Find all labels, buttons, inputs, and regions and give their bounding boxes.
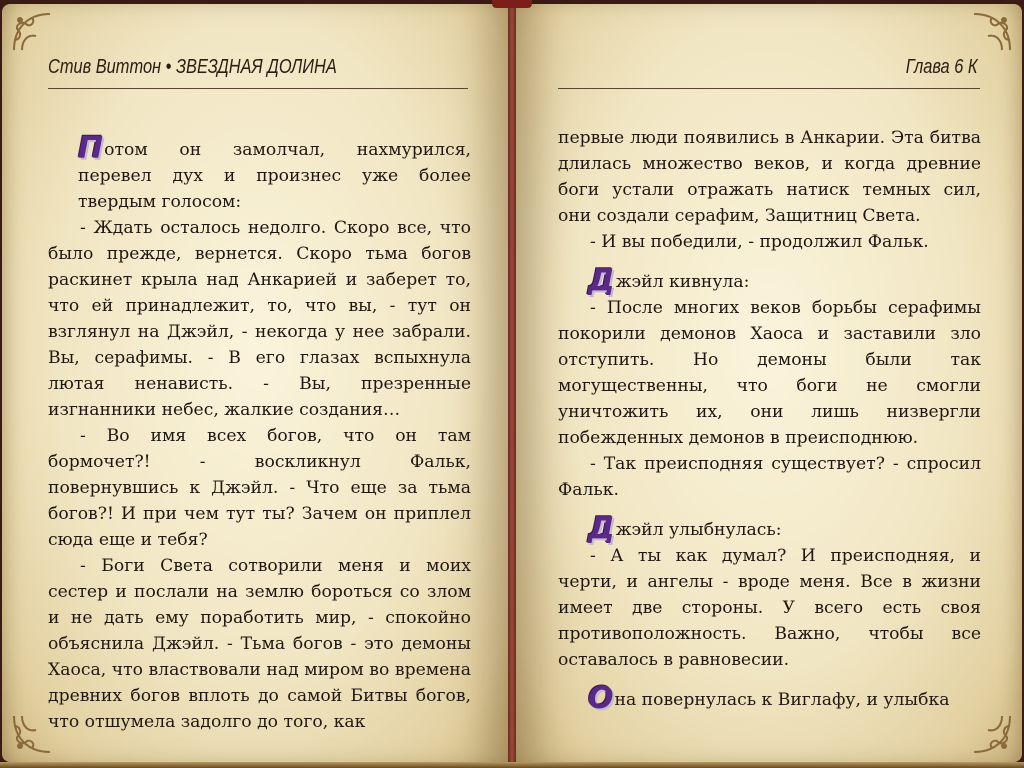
paragraph [48, 215, 471, 423]
paragraph [558, 451, 981, 503]
ornament-corner-icon [968, 710, 1014, 756]
paragraph [48, 553, 471, 735]
right-page[interactable] [514, 4, 1022, 762]
right-page-text [558, 125, 981, 716]
paragraph [48, 131, 471, 215]
paragraph [558, 295, 981, 451]
bookmark-ribbon [492, 0, 532, 8]
paragraph-text: - А ты как думал? И преисподняя, и черти, и ангелы - вроде меня. Все в жизни имеет две стороны. У всего есть своя противоположность. Важно, чтобы все оставалось в равновесии. [558, 546, 981, 670]
drop-cap: Д [588, 511, 615, 546]
paragraph-text: первые люди появились в Анкарии. Эта битва длилась множество веков, и когда древние боги устали отражать натиск темных сил, они создали серафим, Защитниц Света. [558, 128, 981, 226]
left-page-text [48, 131, 471, 735]
book-spine [508, 0, 516, 768]
paragraph-text: жэйл кивнула: [615, 272, 750, 292]
header-rule [558, 88, 980, 89]
paragraph [48, 423, 471, 553]
paragraph-text: - После многих веков борьбы серафимы покорили демонов Хаоса и заставили зло отступить. Но демоны были так могущественны, что боги не смогли уничтожить их, они лишь низвергли побежденных демонов в преисподнюю. [558, 298, 981, 448]
paragraph [558, 681, 981, 716]
drop-cap: П [78, 131, 104, 166]
paragraph-text: на повернулась к Виглафу, и улыбка [614, 690, 950, 710]
paragraph-text: жэйл улыбнулась: [615, 520, 782, 540]
running-header-title: Стив Виттон • ЗВЕЗДНАЯ ДОЛИНА [48, 56, 337, 78]
paragraph [558, 511, 981, 546]
ornament-corner-icon [10, 10, 56, 56]
header-rule [48, 88, 468, 89]
paragraph-text: - Боги Света сотворили меня и моих сестер и послали на землю бороться со злом и не дать ему поработить мир, - спокойно объяснила Джэйл. - Тьма богов - это демоны Хаоса, что властвовали над миром во времена древних богов вплоть до самой Битвы богов, что отшумела задолго до того, как [48, 556, 471, 732]
paragraph [558, 543, 981, 673]
paragraph-text: отом он замолчал, нахмурился, перевел дух и произнес уже более твердым голосом: [78, 140, 471, 212]
paragraph [558, 229, 981, 255]
drop-cap: О [588, 681, 614, 716]
running-header-chapter: Глава 6 К [906, 56, 978, 78]
ornament-corner-icon [968, 10, 1014, 56]
page-edge [0, 762, 1024, 768]
paragraph-text: - И вы победили, - продолжил Фальк. [590, 232, 929, 252]
paragraph [558, 263, 981, 298]
drop-cap: Д [588, 263, 615, 298]
paragraph-text: - Ждать осталось недолго. Скоро все, что было прежде, вернется. Скоро тьма богов раскинет крыла над Анкарией и заберет то, что ей принадлежит, то, что вы, - тут он взглянул на Джэйл, - некогда у нее забрали. Вы, серафимы. - В его глазах вспыхнула лютая ненависть. - Вы, презренные изгнанники небес, жалкие создания… [48, 218, 471, 420]
paragraph [558, 125, 981, 229]
paragraph-text: - Так преисподняя существует? - спросил Фальк. [558, 454, 981, 500]
paragraph-text: - Во имя всех богов, что он там бормочет?! - воскликнул Фальк, повернувшись к Джэйл. - Что еще за тьма богов?! И при чем тут ты? Зачем он приплел сюда еще и тебя? [48, 426, 471, 550]
left-page[interactable] [2, 4, 510, 762]
